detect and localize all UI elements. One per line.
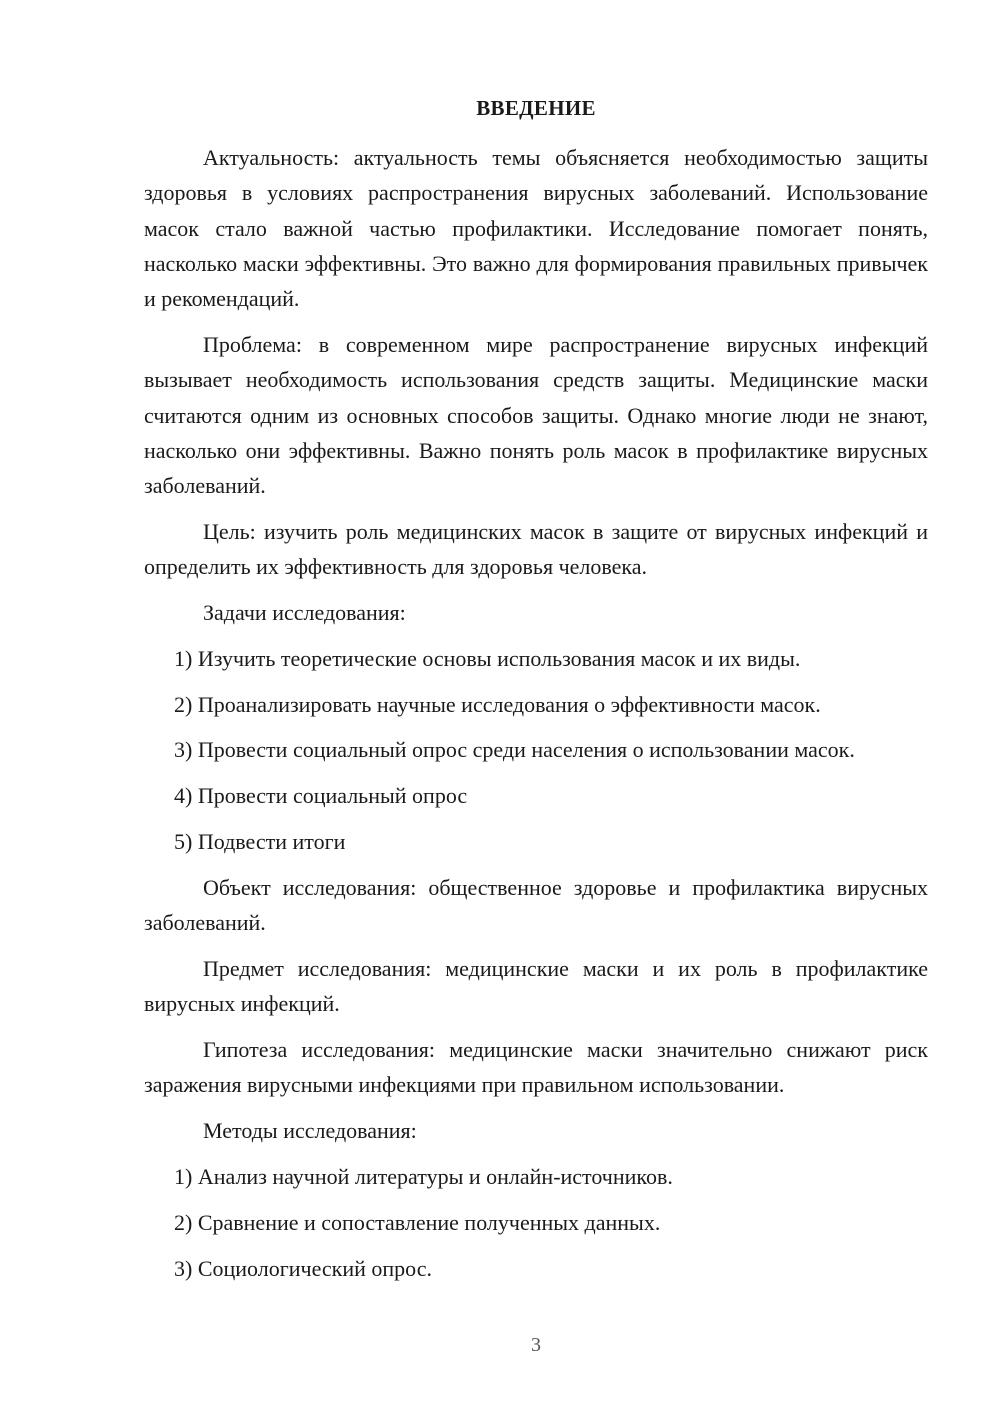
list-item-task-5: 5) Подвести итоги bbox=[174, 829, 346, 855]
paragraph-methods-heading: Методы исследования: bbox=[203, 1118, 417, 1144]
list-item-method-1: 1) Анализ научной литературы и онлайн-источников. bbox=[174, 1163, 673, 1189]
page-title: ВВЕДЕНИЕ bbox=[476, 96, 596, 120]
page-number: 3 bbox=[531, 1334, 541, 1356]
paragraph-object: Объект исследования: общественное здоровье и профилактика вирусных заболеваний. bbox=[144, 874, 928, 936]
paragraph-hypothesis: Гипотеза исследования: медицинские маски значительно снижают риск заражения вирусными инфекциями при правильном использовании. bbox=[144, 1037, 928, 1098]
list-item-task-2: 2) Проанализировать научные исследования о эффективности масок. bbox=[174, 691, 821, 717]
paragraph-goal: Цель: изучить роль медицинских масок в защите от вирусных инфекций и определить их эффективность для здоровья человека. bbox=[144, 518, 928, 580]
list-item-task-1: 1) Изучить теоретические основы использования масок и их виды. bbox=[174, 645, 801, 671]
paragraph-subject: Предмет исследования: медицинские маски и их роль в профилактике вирусных инфекций. bbox=[144, 955, 928, 1017]
list-item-task-3: 3) Провести социальный опрос среди населения о использовании масок. bbox=[174, 737, 855, 763]
list-item-method-3: 3) Социологический опрос. bbox=[174, 1255, 432, 1281]
list-item-method-2: 2) Сравнение и сопоставление полученных данных. bbox=[174, 1209, 661, 1235]
list-item-task-4: 4) Провести социальный опрос bbox=[174, 783, 468, 809]
paragraph-problem: Проблема: в современном мире распространение вирусных инфекций вызывает необходимость использования средств защиты. Медицинские маски считаются одним из основных способов защиты. Однако многие люди не знают, насколько они эффективны. Важно понять роль масок в профилактике вирусных заболеваний. bbox=[144, 331, 928, 499]
document-body bbox=[144, 140, 928, 1296]
paragraph-relevance: Актуальность: актуальность темы объясняется необходимостью защиты здоровья в условиях распространения вирусных заболеваний. Использование масок стало важной частью профилактики. Исследование помогает понять, насколько маски эффективны. Это важно для формирования правильных привычек и рекомендаций. bbox=[144, 145, 928, 312]
paragraph-tasks-heading: Задачи исследования: bbox=[203, 600, 406, 626]
